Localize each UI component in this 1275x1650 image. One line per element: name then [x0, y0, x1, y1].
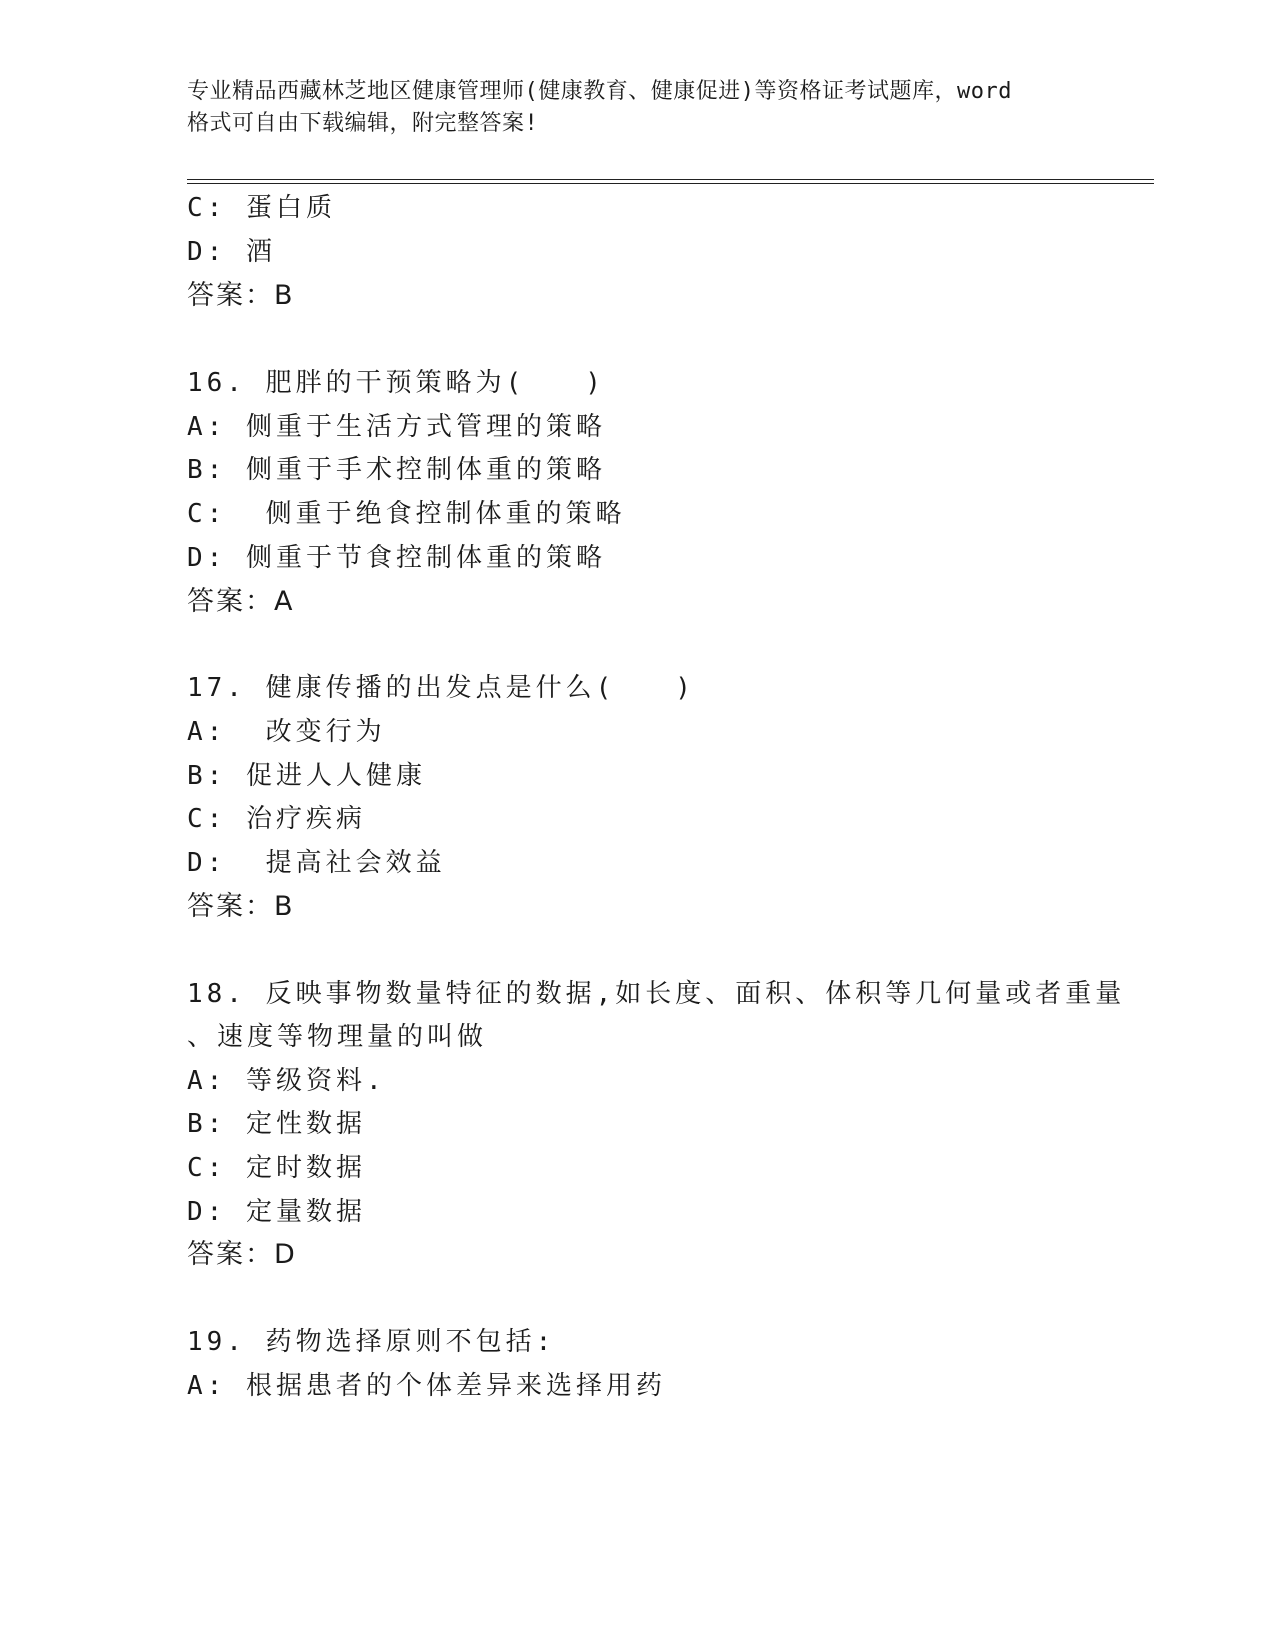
option-d-17: D: 提高社会效益 — [187, 848, 446, 878]
option-c-17: C: 治疗疾病 — [187, 804, 366, 834]
answer-15: 答案：B — [187, 280, 295, 311]
header-line-1: 专业精品西藏林芝地区健康管理师(健康教育、健康促进)等资格证考试题库，word — [187, 79, 1012, 104]
option-d-15: D: 酒 — [187, 237, 276, 267]
answer-18: 答案：D — [187, 1239, 297, 1270]
option-c-16: C: 侧重于绝食控制体重的策略 — [187, 499, 626, 529]
option-c-18: C: 定时数据 — [187, 1153, 366, 1183]
option-a-19: A: 根据患者的个体差异来选择用药 — [187, 1371, 666, 1401]
option-c-15: C: 蛋白质 — [187, 193, 336, 223]
header-line-2: 格式可自由下载编辑，附完整答案! — [187, 111, 539, 136]
option-a-18: A: 等级资料. — [187, 1066, 386, 1096]
option-b-16: B: 侧重于手术控制体重的策略 — [187, 455, 606, 485]
option-a-17: A: 改变行为 — [187, 717, 386, 747]
option-b-18: B: 定性数据 — [187, 1109, 366, 1139]
question-18: 18. 反映事物数量特征的数据,如长度、面积、体积等几何量或者重量 — [187, 979, 1126, 1009]
answer-16: 答案：A — [187, 586, 295, 617]
header-divider — [187, 179, 1154, 184]
question-17: 17. 健康传播的出发点是什么( ) — [187, 673, 695, 703]
question-16: 16. 肥胖的干预策略为( ) — [187, 368, 605, 398]
question-18-continued: 、速度等物理量的叫做 — [187, 1022, 488, 1052]
option-b-17: B: 促进人人健康 — [187, 761, 426, 791]
option-d-16: D: 侧重于节食控制体重的策略 — [187, 543, 606, 573]
page-header — [187, 76, 1087, 140]
option-a-16: A: 侧重于生活方式管理的策略 — [187, 412, 606, 442]
question-19: 19. 药物选择原则不包括: — [187, 1327, 556, 1357]
answer-17: 答案：B — [187, 891, 295, 922]
option-d-18: D: 定量数据 — [187, 1197, 366, 1227]
